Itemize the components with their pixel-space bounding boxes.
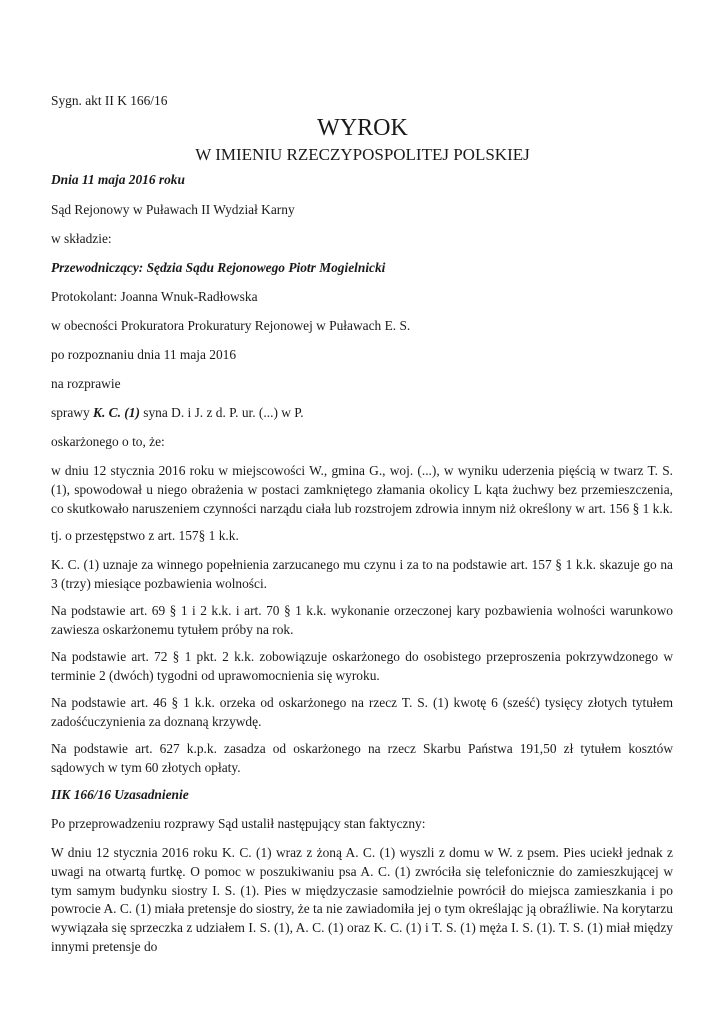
court-name: Sąd Rejonowy w Puławach II Wydział Karny — [51, 202, 295, 217]
verdict-paragraph-3: Na podstawie art. 72 § 1 pkt. 2 k.k. zobowiązuje oskarżonego do osobistego przeproszenia pokrzywdzonego w terminie 2 (dwóch) tygodni od uprawomocnienia się wyroku. — [51, 649, 673, 683]
charge-qualification: tj. o przestępstwo z art. 157§ 1 k.k. — [51, 528, 239, 543]
document-subtitle: W IMIENIU RZECZYPOSPOLITEJ POLSKIEJ — [195, 145, 530, 164]
judgment-date: Dnia 11 maja 2016 roku — [51, 172, 185, 187]
charge-text: w dniu 12 stycznia 2016 roku w miejscowości W., gmina G., woj. (...), w wyniku uderzenia pięścią w twarz T. S. (1), spowodował u niego obrażenia w postaci zamkniętego złamania okolicy L kąta żuchwy bez przemieszczenia, co skutkowało naruszeniem czynności narządu ciała lub rozstrojem zdrowia innym niż określony w art. 156 § 1 k.k. — [51, 463, 673, 516]
case-signature: Sygn. akt II K 166/16 — [51, 93, 168, 108]
court-clerk: Protokolant: Joanna Wnuk-Radłowska — [51, 289, 258, 304]
verdict-paragraph-1: K. C. (1) uznaje za winnego popełnienia zarzucanego mu czynu i za to na podstawie art. 157 § 1 k.k. skazuje go na 3 (trzy) miesiące pozbawienia wolności. — [51, 557, 673, 591]
verdict-paragraph-4: Na podstawie art. 46 § 1 k.k. orzeka od oskarżonego na rzecz T. S. (1) kwotę 6 (sześć) tysięcy złotych tytułem zadośćuczynienia za doznaną krzywdę. — [51, 695, 673, 729]
justification-heading: IIK 166/16 Uzasadnienie — [51, 787, 189, 802]
document-title: WYROK — [317, 115, 408, 141]
case-suffix: syna D. i J. z d. P. ur. (...) w P. — [139, 405, 304, 420]
facts-paragraph-1: W dniu 12 stycznia 2016 roku K. C. (1) wraz z żoną A. C. (1) wyszli z domu w W. z psem. Pies uciekł jednak z uwagi na otwartą furtkę. O pomoc w poszukiwaniu psa A. C. (1) zwróciła się telefonicznie do zamieszkującej w tym samym budynku siostry I. S. (1). Pies w międzyczasie samodzielnie powrócił do miejsca zamieszkania i po powrocie A. C. (1) miała pretensje do siostry, że ta nie zawiadomiła jej o tym określając ją obraźliwie. Na korytarzu wywiązała się sprzeczka z udziałem I. S. (1), A. C. (1) oraz K. C. (1) i T. S. (1) męża I. S. (1). T. S. (1) miał między innymi pretensje do — [51, 845, 673, 954]
verdict-paragraph-5: Na podstawie art. 627 k.p.k. zasadza od oskarżonego na rzecz Skarbu Państwa 191,50 zł tytułem kosztów sądowych w tym 60 złotych opłaty. — [51, 741, 673, 775]
verdict-paragraph-2: Na podstawie art. 69 § 1 i 2 k.k. i art. 70 § 1 k.k. wykonanie orzeczonej kary pozbawienia wolności warunkowo zawiesza oskarżonemu tytułem próby na rok. — [51, 603, 673, 637]
composition-label: w składzie: — [51, 231, 112, 246]
case-defendant — [51, 404, 673, 423]
charge-intro: oskarżonego o to, że: — [51, 434, 165, 449]
defendant-name: K. C. (1) — [93, 405, 140, 420]
facts-intro: Po przeprowadzeniu rozprawy Sąd ustalił następujący stan faktyczny: — [51, 816, 426, 831]
prosecutor-presence: w obecności Prokuratora Prokuratury Rejonowej w Puławach E. S. — [51, 318, 411, 333]
hearing-date: po rozpoznaniu dnia 11 maja 2016 — [51, 347, 237, 362]
hearing-label: na rozprawie — [51, 376, 121, 391]
presiding-judge: Przewodniczący: Sędzia Sądu Rejonowego Piotr Mogielnicki — [51, 260, 386, 275]
case-prefix: sprawy — [51, 405, 94, 420]
